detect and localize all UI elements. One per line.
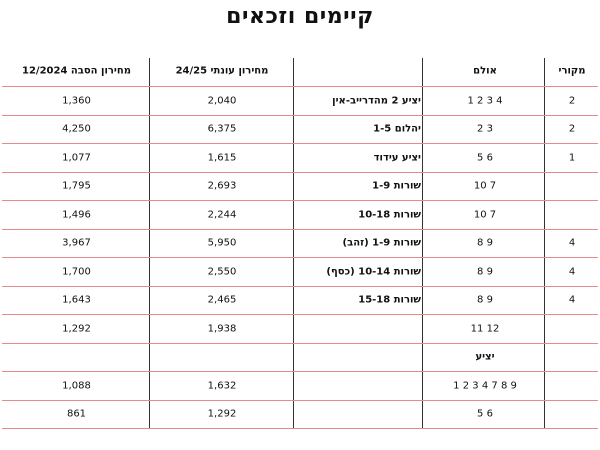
row-old-price: 1,496: [62, 209, 91, 221]
row-divider: [2, 143, 598, 144]
row-divider: [2, 200, 598, 201]
row-source: 4: [568, 266, 576, 278]
row-hall: 6 5: [477, 408, 493, 420]
row-hall: 9 8: [477, 266, 493, 278]
row-hall: 9 8: [477, 294, 493, 306]
row-season-price: 2,244: [207, 209, 237, 221]
row-hall: 9 8 7 4 3 2 1: [453, 380, 517, 392]
row-description: יהלום 1-5: [373, 123, 421, 135]
row-divider: [2, 428, 598, 429]
row-hall: 7 10: [473, 209, 497, 221]
row-divider: [2, 286, 598, 287]
header-old-price: מחירון הסבה 12/2024: [22, 65, 131, 77]
row-source: 1: [568, 152, 576, 164]
row-hall: 9 8: [477, 237, 493, 249]
header-season-price: מחירון עונתי 24/25: [175, 65, 269, 77]
row-divider: [2, 314, 598, 315]
row-source: 2: [568, 95, 576, 107]
row-season-price: 1,292: [207, 408, 237, 420]
row-description: שורות 10-18: [358, 209, 421, 221]
row-description: שורות 1-9 (זהב): [342, 237, 421, 249]
row-divider: [2, 172, 598, 173]
page-title: קיימים וזכאים: [226, 4, 374, 29]
row-description: שורות 1-9: [372, 180, 421, 192]
header-hall: אולם: [473, 65, 497, 77]
row-hall: 3 2: [477, 123, 493, 135]
row-old-price: 1,795: [62, 180, 91, 192]
row-divider: [2, 257, 598, 258]
column-divider: [422, 58, 423, 428]
row-season-price: 2,465: [207, 294, 237, 306]
row-old-price: 1,360: [62, 95, 91, 107]
row-divider: [2, 86, 598, 87]
row-description: יציע 2 מהדרייב-אין: [332, 95, 421, 107]
row-source: 4: [568, 237, 576, 249]
column-divider: [149, 58, 150, 428]
row-hall: 7 10: [473, 180, 497, 192]
row-old-price: 861: [66, 408, 87, 420]
row-hall: 12 11: [470, 323, 500, 335]
row-season-price: 2,693: [207, 180, 237, 192]
row-season-price: 5,950: [207, 237, 237, 249]
column-divider: [293, 58, 294, 428]
row-old-price: 1,292: [62, 323, 91, 335]
row-season-price: 1,632: [207, 380, 237, 392]
row-divider: [2, 343, 598, 344]
row-divider: [2, 371, 598, 372]
row-old-price: 1,643: [62, 294, 91, 306]
row-season-price: 2,550: [207, 266, 237, 278]
row-season-price: 1,615: [207, 152, 237, 164]
row-season-price: 1,938: [207, 323, 237, 335]
row-old-price: 1,088: [62, 380, 91, 392]
row-season-price: 2,040: [207, 95, 237, 107]
row-description: יציע עידוד: [373, 152, 421, 164]
header-source: מקורי: [558, 65, 586, 77]
row-old-price: 3,967: [62, 237, 91, 249]
row-old-price: 4,250: [62, 123, 91, 135]
column-divider: [544, 58, 545, 428]
row-hall: 4 3 2 1: [467, 95, 503, 107]
row-divider: [2, 229, 598, 230]
price-table: [2, 58, 598, 428]
row-source: 2: [568, 123, 576, 135]
row-divider: [2, 400, 598, 401]
row-old-price: 1,077: [62, 152, 91, 164]
row-season-price: 6,375: [207, 123, 237, 135]
row-hall: יציע: [475, 351, 495, 363]
row-old-price: 1,700: [62, 266, 91, 278]
row-hall: 6 5: [477, 152, 493, 164]
row-description: שורות 15-18: [358, 294, 421, 306]
row-source: 4: [568, 294, 576, 306]
row-description: שורות 10-14 (כסף): [326, 266, 421, 278]
row-divider: [2, 115, 598, 116]
